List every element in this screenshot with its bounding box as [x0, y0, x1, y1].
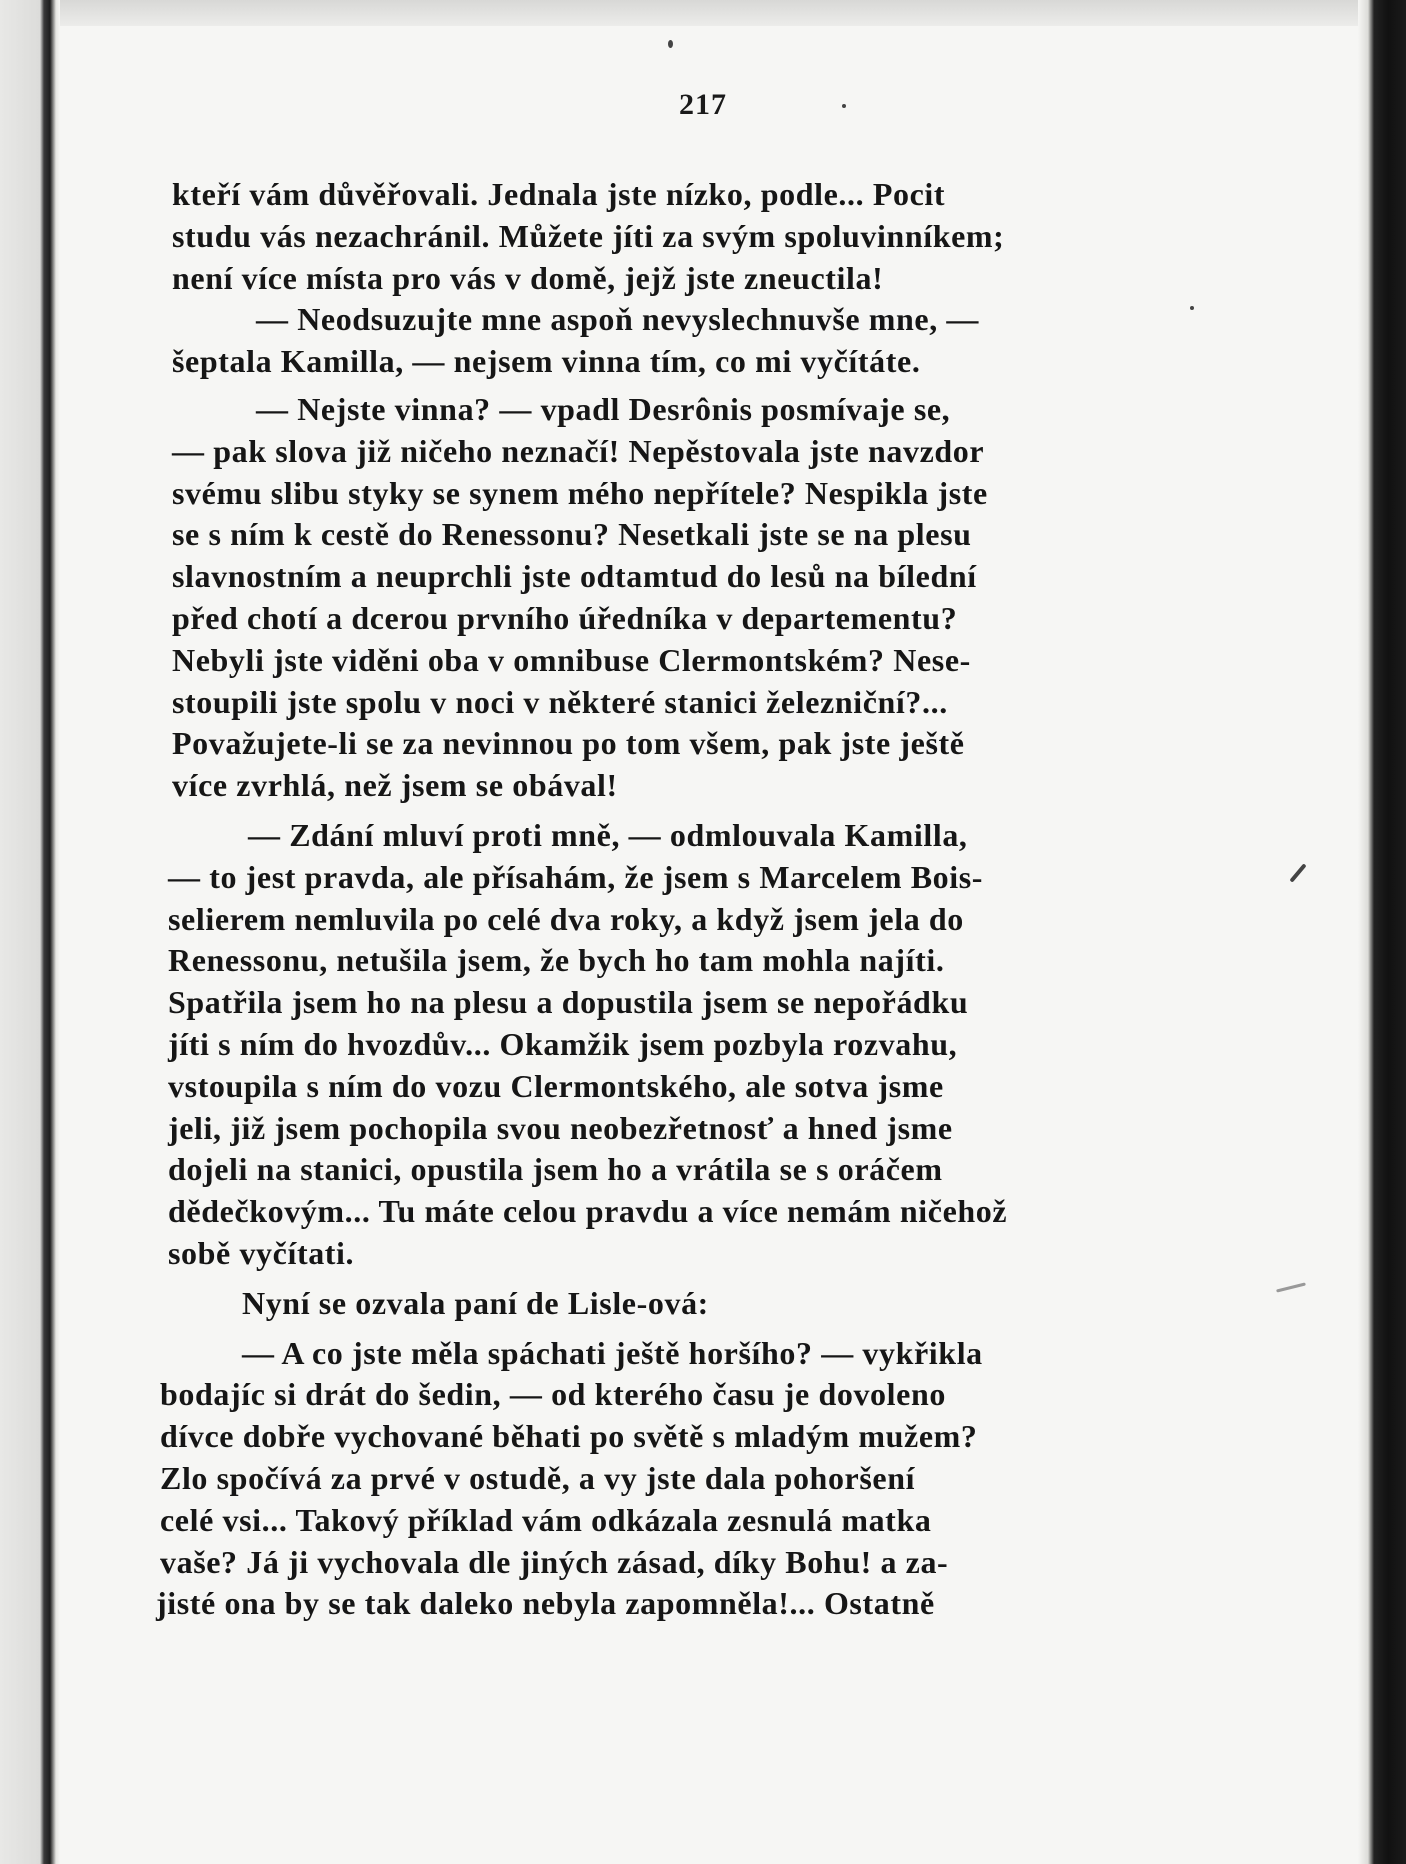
text-line — [168, 1066, 1168, 1108]
body-text — [156, 174, 1168, 1625]
text-line — [242, 1283, 1168, 1325]
text-line — [172, 216, 1168, 258]
page-number: 217 — [679, 88, 727, 121]
line-text: jíti s ním do hvozdův... Okamžik jsem pozbyla rozvahu, — [168, 1025, 958, 1062]
line-text: Renessonu, netušila jsem, že bych ho tam mohla najíti. — [168, 942, 945, 979]
text-line — [160, 1542, 1168, 1584]
text-line — [172, 765, 1168, 807]
text-line — [172, 258, 1168, 300]
line-text: — A co jste měla spáchati ještě horšího? — vykřikla — [242, 1334, 983, 1371]
line-text: stoupili jste spolu v noci v některé stanici železniční?... — [172, 683, 948, 720]
line-text: jisté ona by se tak daleko nebyla zapomněla!... Ostatně — [156, 1585, 935, 1622]
line-text: bodajíc si drát do šedin, — od kterého času je dovoleno — [160, 1376, 946, 1413]
print-speck — [668, 40, 673, 48]
page-top-edge — [0, 0, 1406, 26]
text-line — [168, 1024, 1168, 1066]
line-text: — Nejste vinna? — vpadl Desrônis posmívaje se, — [256, 390, 951, 427]
print-speck — [1190, 306, 1194, 310]
page-left-edge — [0, 0, 60, 1864]
text-line — [168, 982, 1168, 1024]
text-line — [160, 1500, 1168, 1542]
line-text: dívce dobře vychované běhati po světě s mladým mužem? — [160, 1418, 978, 1455]
text-line — [256, 299, 1168, 341]
line-text: dědečkovým... Tu máte celou pravdu a více nemám ničehož — [168, 1193, 1008, 1230]
text-line — [168, 1108, 1168, 1150]
line-text: Spatřila jsem ho na plesu a dopustila jsem se nepořádku — [168, 984, 969, 1021]
text-line — [172, 431, 1168, 473]
text-line — [160, 1458, 1168, 1500]
text-line — [256, 389, 1168, 431]
page-right-edge — [1358, 0, 1406, 1864]
text-line — [172, 514, 1168, 556]
text-line — [168, 940, 1168, 982]
text-line — [168, 1149, 1168, 1191]
text-line — [242, 1333, 1168, 1375]
line-text: kteří vám důvěřovali. Jednala jste nízko, podle... Pocit — [172, 176, 946, 212]
line-text: celé vsi... Takový příklad vám odkázala zesnulá matka — [160, 1501, 932, 1538]
text-line — [172, 682, 1168, 724]
text-line — [172, 473, 1168, 515]
line-text: jeli, již jsem pochopila svou neobezřetnosť a hned jsme — [168, 1109, 953, 1146]
text-line — [168, 857, 1168, 899]
text-line — [160, 1416, 1168, 1458]
text-line — [168, 1233, 1168, 1275]
line-text: dojeli na stanici, opustila jsem ho a vrátila se s oráčem — [168, 1151, 943, 1188]
text-line — [248, 815, 1168, 857]
line-text: selierem nemluvila po celé dva roky, a když jsem jela do — [168, 900, 964, 937]
line-text: Nebyli jste viděni oba v omnibuse Clermontském? Nese- — [172, 641, 971, 678]
line-text: více zvrhlá, než jsem se obával! — [172, 767, 618, 804]
text-line — [172, 598, 1168, 640]
line-text: slavnostním a neuprchli jste odtamtud do lesů na bílední — [172, 558, 977, 595]
line-text: není více místa pro vás v domě, jejž jste zneuctila! — [172, 259, 884, 296]
text-line — [160, 1374, 1168, 1416]
line-text: šeptala Kamilla, — nejsem vinna tím, co mi vyčítáte. — [172, 343, 921, 380]
line-text: studu vás nezachránil. Můžete jíti za svým spoluvinníkem; — [172, 217, 1005, 254]
line-text: — to jest pravda, ale přísahám, že jsem s Marcelem Bois- — [168, 858, 984, 895]
text-line — [156, 1583, 1168, 1625]
line-text: se s ním k cestě do Renessonu? Nesetkali jste se na plesu — [172, 516, 972, 553]
text-line — [172, 556, 1168, 598]
line-text: vstoupila s ním do vozu Clermontského, ale sotva jsme — [168, 1067, 944, 1104]
line-text: Zlo spočívá za prvé v ostudě, a vy jste dala pohoršení — [160, 1459, 916, 1496]
line-text: — pak slova již ničeho neznačí! Nepěstovala jste navzdor — [172, 432, 985, 469]
line-text: sobě vyčítati. — [168, 1234, 355, 1271]
text-line — [168, 899, 1168, 941]
text-line — [172, 341, 1168, 383]
print-speck — [1276, 1282, 1306, 1292]
line-text: — Neodsuzujte mne aspoň nevyslechnuvše mne, — — [256, 301, 980, 338]
text-line — [172, 723, 1168, 765]
line-text: vaše? Já ji vychovala dle jiných zásad, díky Bohu! a za- — [160, 1543, 949, 1580]
line-text: před chotí a dcerou prvního úředníka v departementu? — [172, 599, 958, 636]
print-speck — [1289, 863, 1306, 882]
line-text: — Zdání mluví proti mně, — odmlouvala Kamilla, — [248, 816, 968, 853]
text-line — [172, 640, 1168, 682]
line-text: Považujete-li se za nevinnou po tom všem, pak jste ještě — [172, 725, 965, 762]
text-line — [172, 174, 1168, 216]
text-line — [168, 1191, 1168, 1233]
line-text: Nyní se ozvala paní de Lisle-ová: — [242, 1284, 709, 1321]
line-text: svému slibu styky se synem mého nepřítele? Nespikla jste — [172, 474, 988, 511]
